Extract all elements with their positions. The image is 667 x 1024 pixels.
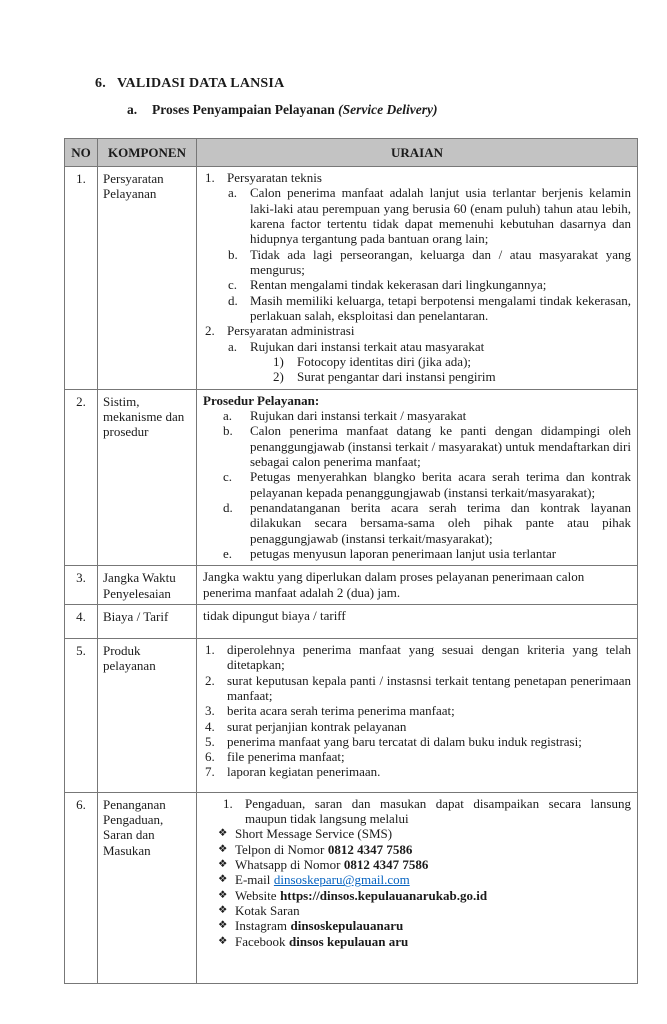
diamond-bullet-icon: ❖ (218, 873, 228, 886)
diamond-bullet-icon: ❖ (218, 827, 228, 840)
row-number: 3. (65, 566, 98, 605)
list-item (228, 185, 631, 246)
uraian-cell: Jangka waktu yang diperlukan dalam proses pelayanan penerimaan calon penerima manfaat adalah 2 (dua) jam. (197, 566, 638, 605)
uraian-cell (197, 638, 638, 792)
item-marker: 1. (223, 795, 233, 811)
item-text: Tidak ada lagi perseorangan, keluarga dan / atau masyarakat yang mengurus; (250, 246, 631, 277)
channel-label: Short Message Service (SMS) (235, 826, 393, 842)
channel-label: Facebook (235, 933, 286, 949)
email-link[interactable]: dinsoskeparu@gmail.com (273, 872, 410, 888)
list-item (223, 500, 631, 546)
diamond-bullet-icon: ❖ (218, 934, 228, 947)
channel-item-instagram (218, 918, 631, 933)
item-marker: c. (228, 277, 238, 293)
komponen-cell: Biaya / Tarif (98, 604, 197, 638)
komponen-cell: Produk pelayanan (98, 638, 197, 792)
table-header-row (65, 139, 638, 167)
list-item (205, 673, 631, 704)
item-text: Rentan mengalami tindak kekerasan dari lingkungannya; (250, 277, 547, 293)
item-text: penandatanganan berita acara serah terima dan kontrak layanan dilakukan secara bersama-sama oleh pihak pante atau pihak penaggungjawab (instansi terkait/masyarakat); (250, 499, 631, 546)
item-marker: 7. (205, 764, 215, 780)
subheading-italic-text: (Service Delivery) (338, 102, 438, 117)
list-item (205, 170, 631, 185)
item-text: Calon penerima manfaat adalah lanjut usia terlantar berjenis kelamin laki-laki atau perempuan yang berusia 60 (enam puluh) tahun atau lebih, karena factor tertentu tidak dapat memenuhi kebutuhan dasarnya dan hidupnya tergantung pada bantuan orang lain; (250, 185, 631, 247)
channel-label: Website (235, 887, 277, 903)
komponen-cell: Penanganan Pengaduan, Saran dan Masukan (98, 792, 197, 983)
col-header-uraian: URAIAN (197, 139, 638, 167)
item-text: Persyaratan administrasi (227, 323, 355, 339)
item-text: Masih memiliki keluarga, tetapi berpotensi mengalami tindak kekerasan, perlakuan salah, eksploitasi dan penelantaran. (250, 292, 631, 323)
item-text: petugas menyusun laporan penerimaan lanjut usia terlantar (250, 545, 557, 561)
prosedur-title: Prosedur Pelayanan: (203, 392, 320, 408)
table-row-biaya-tarif (65, 604, 638, 638)
item-text: Persyaratan teknis (227, 170, 322, 185)
item-marker: e. (223, 545, 233, 561)
item-text: surat keputusan kepala panti / instasnsi terkait tentang penetapan penerimaan manfaat; (227, 672, 631, 703)
item-marker: 1. (205, 641, 215, 657)
list-item (228, 277, 631, 292)
komponen-cell: Persyaratan Pelayanan (98, 167, 197, 390)
list-item (205, 323, 631, 338)
item-text: Pengaduan, saran dan masukan dapat disampaikan secara lansung maupun tidak langsung melalui (245, 795, 631, 827)
item-marker: 2. (205, 672, 215, 688)
channel-item-facebook (218, 934, 631, 949)
table-row-jangka-waktu (65, 566, 638, 605)
section-heading (95, 76, 667, 92)
diamond-bullet-icon: ❖ (218, 842, 228, 855)
list-item (205, 642, 631, 673)
heading-text: VALIDASI DATA LANSIA (117, 76, 285, 91)
diamond-bullet-icon: ❖ (218, 919, 228, 932)
row-number: 6. (65, 792, 98, 983)
list-item (223, 408, 631, 423)
uraian-cell (197, 792, 638, 983)
item-text: laporan kegiatan penerimaan. (227, 764, 381, 780)
channel-label: Instagram (235, 918, 287, 934)
item-text: Fotocopy identitas diri (jika ada); (297, 353, 472, 369)
channel-item-email (218, 872, 631, 887)
item-text: Rujukan dari instansi terkait / masyarakat (250, 407, 467, 423)
list-item (273, 354, 631, 369)
channel-item-kotak-saran (218, 903, 631, 918)
channel-item-telpon (218, 842, 631, 857)
subheading-letter: a. (127, 102, 138, 117)
item-marker: 2) (273, 369, 284, 385)
row-number: 2. (65, 389, 98, 566)
channel-item-website (218, 888, 631, 903)
list-item (228, 293, 631, 324)
heading-number: 6. (95, 76, 106, 91)
item-text: penerima manfaat yang baru tercatat di dalam buku induk registrasi; (227, 733, 582, 749)
uraian-cell (197, 167, 638, 390)
phone-number: 0812 4347 7586 (327, 841, 413, 857)
list-item (205, 764, 631, 779)
table-row-sistim-mekanisme (65, 389, 638, 566)
uraian-cell (197, 389, 638, 566)
row-number: 1. (65, 167, 98, 390)
list-item (223, 423, 631, 469)
item-marker: 3. (205, 703, 215, 719)
list-item (223, 546, 631, 561)
list-item (273, 369, 631, 384)
service-delivery-table (64, 138, 638, 984)
uraian-cell: tidak dipungut biaya / tariff (197, 604, 638, 638)
item-marker: a. (223, 407, 233, 423)
list-item (223, 796, 631, 827)
col-header-no: NO (65, 139, 98, 167)
list-item (205, 719, 631, 734)
row-number: 4. (65, 604, 98, 638)
komponen-cell: Jangka Waktu Penyelesaian (98, 566, 197, 605)
item-marker: 6. (205, 749, 215, 765)
komponen-cell: Sistim, mekanisme dan prosedur (98, 389, 197, 566)
item-text: diperolehnya penerima manfaat yang sesuai dengan kriteria yang telah ditetapkan; (227, 641, 631, 673)
table-row-produk-pelayanan (65, 638, 638, 792)
channel-item-whatsapp (218, 857, 631, 872)
website-url: https://dinsos.kepulauanarukab.go.id (280, 887, 488, 903)
channel-label: Whatsapp di Nomor (235, 857, 341, 873)
facebook-handle: dinsos kepulauan aru (289, 933, 409, 949)
item-marker: d. (228, 292, 238, 308)
row-number: 5. (65, 638, 98, 792)
item-marker: 5. (205, 733, 215, 749)
item-marker: 1) (273, 353, 284, 369)
instagram-handle: dinsoskepulauanaru (290, 918, 404, 934)
item-marker: 1. (205, 170, 215, 185)
whatsapp-number: 0812 4347 7586 (343, 857, 429, 873)
subheading-text: Proses Penyampaian Pelayanan (152, 102, 339, 117)
item-marker: c. (223, 469, 233, 485)
item-text: surat perjanjian kontrak pelayanan (227, 718, 407, 734)
channel-label: Kotak Saran (235, 903, 300, 919)
list-item (205, 734, 631, 749)
list-item (205, 703, 631, 718)
item-marker: b. (228, 246, 238, 262)
list-item (223, 469, 631, 500)
table-row-penanganan-pengaduan (65, 792, 638, 983)
item-text: Petugas menyerahkan blangko berita acara serah terima dan kontrak pelayanan kepada penanggungjawab (instansi terkait/masyarakat); (250, 469, 631, 500)
item-text: file penerima manfaat; (227, 749, 345, 765)
item-marker: b. (223, 423, 233, 439)
item-marker: a. (228, 338, 238, 354)
col-header-komponen: KOMPONEN (98, 139, 197, 167)
channel-item-sms (218, 826, 631, 841)
channel-label: E-mail (235, 872, 271, 888)
item-text: Surat pengantar dari instansi pengirim (297, 369, 496, 385)
diamond-bullet-icon: ❖ (218, 888, 228, 901)
section-subheading (127, 102, 667, 118)
channel-label: Telpon di Nomor (235, 841, 325, 857)
item-marker: 4. (205, 718, 215, 734)
item-text: Calon penerima manfaat datang ke panti dengan didampingi oleh penanggungjawab (instansi terkait / masyarakat) untuk mendaftarkan diri sebagai calon penerima manfaat; (250, 423, 631, 469)
table-row-persyaratan (65, 167, 638, 390)
item-marker: 2. (205, 323, 215, 339)
list-item (205, 749, 631, 764)
diamond-bullet-icon: ❖ (218, 858, 228, 871)
list-item (228, 247, 631, 278)
item-marker: d. (223, 499, 233, 515)
item-text: Rujukan dari instansi terkait atau masyarakat (250, 338, 485, 354)
item-marker: a. (228, 185, 238, 201)
item-text: berita acara serah terima penerima manfaat; (227, 703, 455, 719)
list-item (228, 339, 631, 354)
diamond-bullet-icon: ❖ (218, 904, 228, 917)
